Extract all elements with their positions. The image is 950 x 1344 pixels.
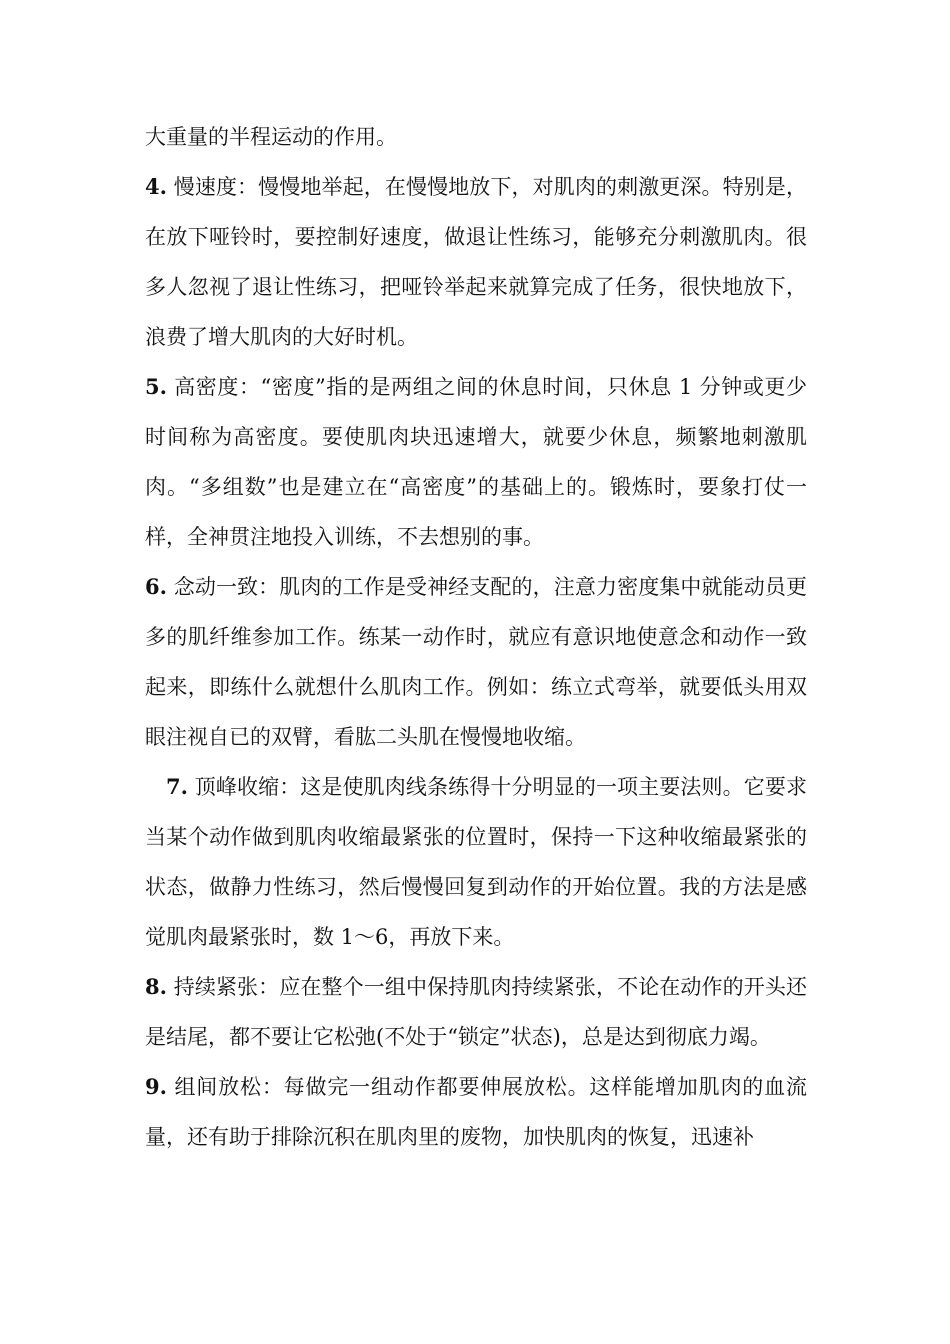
item-number: 4. (145, 174, 167, 199)
item-number: 5. (145, 374, 167, 399)
paragraph-text: 念动一致：肌肉的工作是受神经支配的，注意力密度集中就能动员更多的肌纤维参加工作。练某一动作时，就应有意识地使意念和动作一致起来，即练什么就想什么肌肉工作。例如：练立式弯举，就要低头用双眼注视自已的双臂，看肱二头肌在慢慢地收缩。 (145, 575, 807, 749)
paragraph-text: 持续紧张：应在整个一组中保持肌肉持续紧张，不论在动作的开头还是结尾，都不要让它松弛(不处于“锁定”状态)，总是达到彻底力竭。 (145, 975, 807, 1049)
paragraph-text: 慢速度：慢慢地举起，在慢慢地放下，对肌肉的刺激更深。特别是，在放下哑铃时，要控制好速度，做退让性练习，能够充分刺激肌肉。很多人忽视了退让性练习，把哑铃举起来就算完成了任务，很快地放下，浪费了增大肌肉的大好时机。 (145, 175, 807, 349)
paragraph-item-6 (145, 562, 807, 762)
paragraph-text: 大重量的半程运动的作用。 (145, 125, 397, 149)
paragraph-item-9 (145, 1062, 807, 1162)
item-number: 6. (145, 574, 167, 599)
document-page (145, 112, 807, 1162)
paragraph-text: 组间放松：每做完一组动作都要伸展放松。这样能增加肌肉的血流量，还有助于排除沉积在肌肉里的废物，加快肌肉的恢复，迅速补 (145, 1075, 807, 1149)
item-number: 8. (145, 974, 167, 999)
paragraph-item-8 (145, 962, 807, 1062)
paragraph-item-7 (145, 762, 807, 962)
item-number: 9. (145, 1074, 167, 1099)
paragraph-item-4 (145, 162, 807, 362)
paragraph-continuation (145, 112, 807, 162)
paragraph-text: 顶峰收缩：这是使肌肉线条练得十分明显的一项主要法则。它要求当某个动作做到肌肉收缩最紧张的位置时，保持一下这种收缩最紧张的状态，做静力性练习，然后慢慢回复到动作的开始位置。我的方法是感觉肌肉最紧张时，数 1～6，再放下来。 (145, 775, 807, 949)
paragraph-text: 高密度：“密度”指的是两组之间的休息时间，只休息 1 分钟或更少时间称为高密度。要使肌肉块迅速增大，就要少休息，频繁地刺激肌肉。“多组数”也是建立在“高密度”的基础上的。锻炼时，要象打仗一样，全神贯注地投入训练，不去想别的事。 (145, 375, 807, 549)
paragraph-item-5 (145, 362, 807, 562)
item-number: 7. (166, 774, 188, 799)
